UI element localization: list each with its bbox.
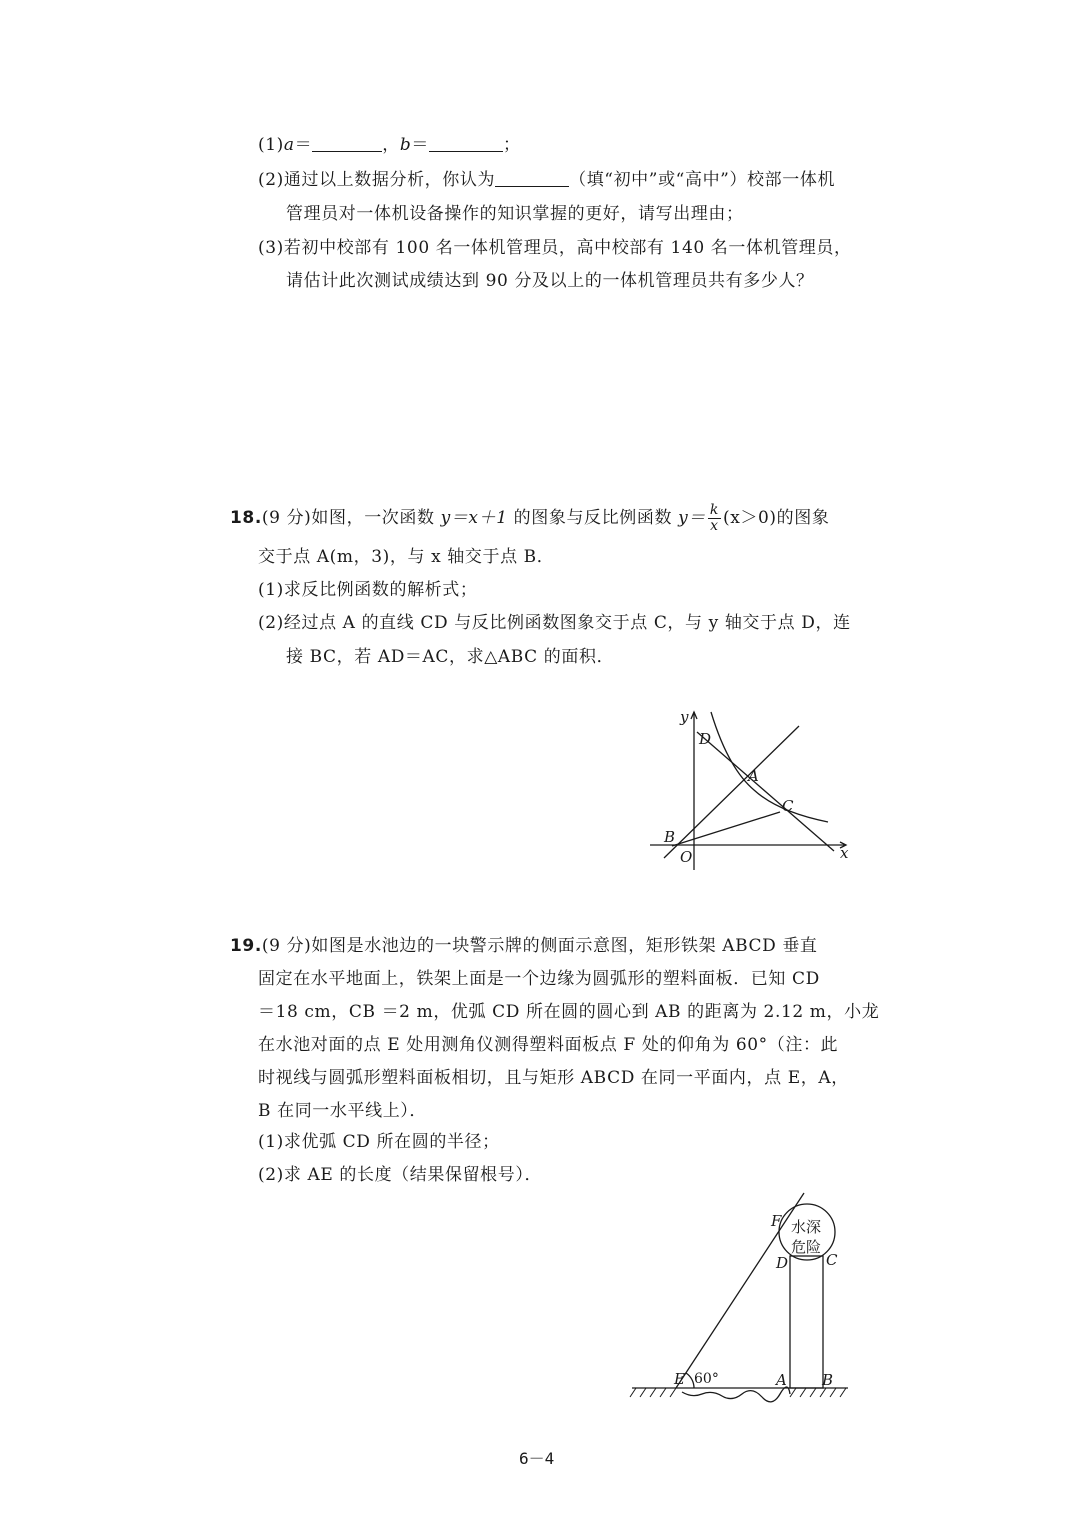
- q19-stem-line5: 时视线与圆弧形塑料面板相切，且与矩形 ABCD 在同一平面内，点 E，A，: [258, 1068, 849, 1088]
- sight-line: [676, 1193, 804, 1388]
- label-O: O: [680, 848, 693, 866]
- label-y: y: [680, 708, 689, 726]
- q19-number: 19.: [230, 936, 262, 956]
- label-C: C: [826, 1251, 838, 1269]
- label-x: x: [840, 844, 849, 862]
- q19-part2: (2)求 AE 的长度（结果保留根号）．: [258, 1165, 543, 1185]
- label-A: A: [748, 767, 759, 785]
- sign-text-line2: 危险: [791, 1238, 822, 1256]
- q18-part2-line2: 接 BC，若 AD＝AC，求△ABC 的面积．: [286, 647, 615, 667]
- q18-stem-line2: 交于点 A(m，3)，与 x 轴交于点 B．: [258, 547, 555, 567]
- q19-stem-line4: 在水池对面的点 E 处用测角仪测得塑料面板点 F 处的仰角为 60°（注：此: [258, 1035, 839, 1055]
- fraction-k-over-x: $\frac{k}{x}$: [709, 502, 719, 534]
- label-F: F: [771, 1212, 782, 1230]
- ground-hatching: [630, 1388, 846, 1397]
- label-C: C: [782, 797, 794, 815]
- q17-part2-line1: (2)通过以上数据分析，你认为 （填“初中”或“高中”）校部一体机: [258, 170, 836, 190]
- angle-arc: [686, 1373, 694, 1388]
- q19-part1: (1)求优弧 CD 所在圆的半径；: [258, 1132, 500, 1152]
- page-number: 6－4: [519, 1449, 555, 1468]
- label-B: B: [822, 1371, 834, 1389]
- label-angle: 60°: [694, 1371, 719, 1387]
- frame-ABCD: [790, 1256, 823, 1388]
- q19-stem-line2: 固定在水平地面上，铁架上面是一个边缘为圆弧形的塑料面板．已知 CD: [258, 969, 820, 989]
- sign-text-line1: 水深: [791, 1218, 822, 1236]
- q17-part3-line1: (3)若初中校部有 100 名一体机管理员，高中校部有 140 名一体机管理员，: [258, 238, 852, 258]
- label-D: D: [776, 1254, 789, 1272]
- q17-part3-line2: 请估计此次测试成绩达到 90 分及以上的一体机管理员共有多少人？: [286, 271, 814, 291]
- label-E: E: [674, 1370, 685, 1388]
- q18-part2-line1: (2)经过点 A 的直线 CD 与反比例函数图象交于点 C，与 y 轴交于点 D，连: [258, 613, 851, 633]
- q19-stem-line6: B 在同一水平线上）．: [258, 1101, 427, 1121]
- label-A: A: [776, 1371, 787, 1389]
- water-squiggle: [682, 1387, 790, 1402]
- label-B: B: [664, 828, 676, 846]
- q19-stem-line1: 19.(9 分)如图是水池边的一块警示牌的侧面示意图，矩形铁架 ABCD 垂直: [230, 936, 818, 956]
- q17-part2-line2: 管理员对一体机设备操作的知识掌握的更好，请写出理由；: [286, 204, 744, 224]
- q19-stem-line3: ＝18 cm，CB ＝2 m，优弧 CD 所在圆的圆心到 AB 的距离为 2.12 m，小龙: [258, 1002, 880, 1022]
- label-D: D: [699, 730, 712, 748]
- q18-part1: (1)求反比例函数的解析式；: [258, 580, 478, 600]
- q17-part1: (1)a＝ ，b＝ ；: [258, 135, 521, 155]
- q18-number: 18.: [230, 508, 262, 528]
- q18-stem-line1: 18.(9 分)如图，一次函数 y＝x＋1 的图象与反比例函数 y＝ $\frac{k}{x}$ (x＞0)的图象: [230, 502, 830, 534]
